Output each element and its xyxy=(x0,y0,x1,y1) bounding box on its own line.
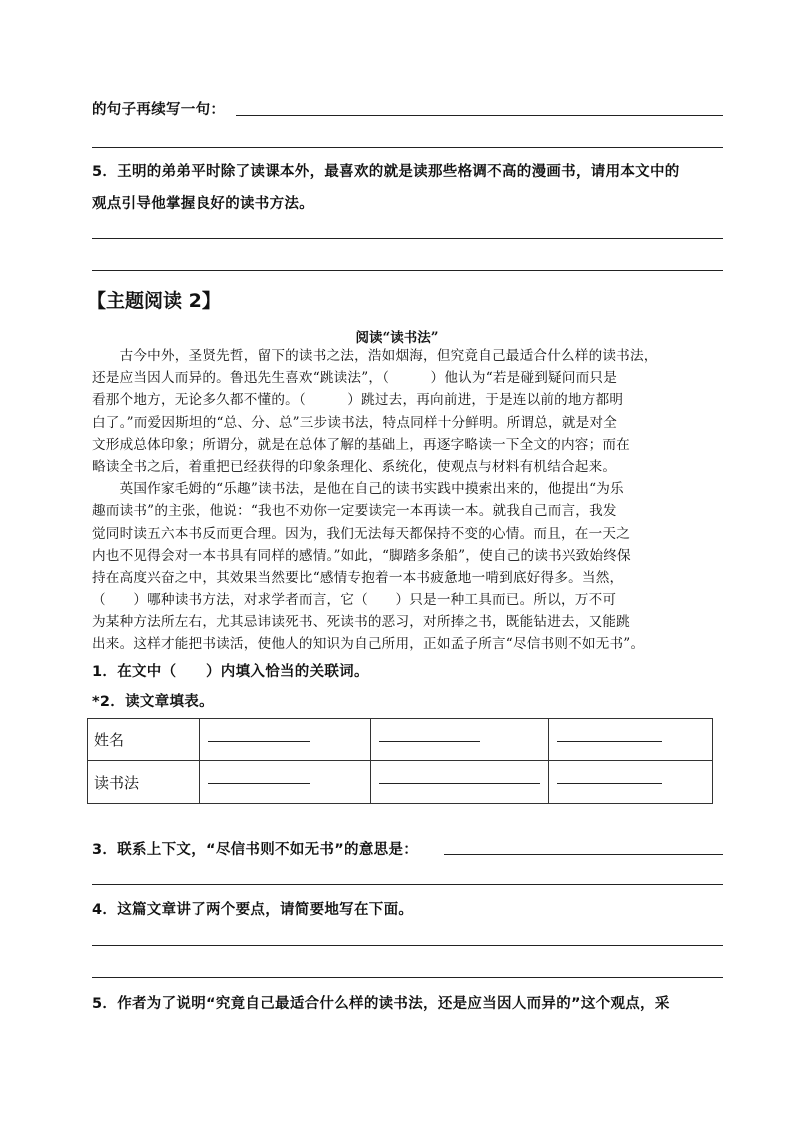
passage-title: 阅读“读书法” xyxy=(355,330,439,346)
passage-line: 出来。这样才能把书读活，使他人的知识为自己所用，正如孟子所言“尽信书则不如无书”。 xyxy=(92,636,645,653)
question-5-top-line1: 5．王明的弟弟平时除了读课本外，最喜欢的就是读那些格调不高的漫画书，请用本文中的 xyxy=(92,164,680,180)
passage-line: 略读全书之后，着重把已经获得的印象条理化、系统化，使观点与材料有机结合起来。 xyxy=(92,458,617,475)
answer-line[interactable] xyxy=(92,147,723,148)
table-label-name: 姓名 xyxy=(88,719,200,761)
table-label-method: 读书法 xyxy=(88,761,200,804)
question-5-top-line2: 观点引导他掌握良好的读书方法。 xyxy=(92,196,314,212)
table-blank-cell[interactable] xyxy=(549,761,713,804)
passage-line: 还是应当因人而异的。鲁迅先生喜欢“跳读法”，（ ）他认为“若是碰到疑问而只是 xyxy=(92,370,618,387)
passage-line: 趣而读书”的主张，他说：“我也不劝你一定要读完一本再读一本。就我自己而言，我发 xyxy=(92,503,617,520)
answer-line[interactable] xyxy=(92,270,723,271)
passage-line: 古今中外，圣贤先哲，留下的读书之法，浩如烟海，但究竟自己最适合什么样的读书法， xyxy=(92,348,658,364)
passage-line: 为某种方法所左右，尤其忌讳读死书、死读书的恶习，对所捧之书，既能钻进去，又能跳 xyxy=(92,614,630,631)
table-row xyxy=(88,719,713,761)
passage-line: 白了。”而爱因斯坦的“总、分、总”三步读书法，特点同样十分鲜明。所谓总，就是对全 xyxy=(92,414,618,431)
passage-line: 觉同时读五六本书反而更合理。因为，我们无法每天都保持不变的心情。而且，在一天之 xyxy=(92,525,630,542)
question-4: 4．这篇文章讲了两个要点，请简要地写在下面。 xyxy=(92,902,414,918)
table-blank-cell[interactable] xyxy=(371,719,549,761)
passage-line: 英国作家毛姆的“乐趣”读书法，是他在自己的读书实践中摸索出来的，他提出“为乐 xyxy=(92,481,624,498)
passage-line: （ ）哪种读书方法，对求学者而言，它（ ）只是一种工具而已。所以，万不可 xyxy=(92,592,617,609)
passage-line: 内也不见得会对一本书具有同样的感情。”如此，“脚踏多条船”，使自己的读书兴致始终保 xyxy=(92,547,631,564)
passage-line: 文形成总体印象；所谓分，就是在总体了解的基础上，再逐字略读一下全文的内容；而在 xyxy=(92,436,630,453)
passage-body xyxy=(92,345,658,656)
answer-line[interactable] xyxy=(92,884,723,885)
answer-line[interactable] xyxy=(444,854,723,855)
answer-line[interactable] xyxy=(236,115,723,116)
answer-line[interactable] xyxy=(92,238,723,239)
passage-line: 看那个地方，无论多久都不懂的。（ ）跳过去，再向前进，于是连以前的地方都明 xyxy=(92,392,624,409)
table-blank-cell[interactable] xyxy=(549,719,713,761)
question-3: 3．联系上下文，“尽信书则不如无书”的意思是： xyxy=(92,842,419,858)
question-1: 1．在文中（ ）内填入恰当的关联词。 xyxy=(92,664,369,680)
table-row xyxy=(88,761,713,804)
table-blank-cell[interactable] xyxy=(371,761,549,804)
answer-line[interactable] xyxy=(92,945,723,946)
table-blank-cell[interactable] xyxy=(200,719,371,761)
answer-line[interactable] xyxy=(92,977,723,978)
question-5: 5．作者为了说明“究竟自己最适合什么样的读书法，还是应当因人而异的”这个观点，采 xyxy=(92,996,670,1012)
table-blank-cell[interactable] xyxy=(200,761,371,804)
passage-line: 持在高度兴奋之中，其效果当然要比“感情专抱着一本书疲惫地一啃到底好得多。当然， xyxy=(92,569,624,586)
fill-in-table xyxy=(87,718,713,804)
section-heading: 【主题阅读 2】 xyxy=(87,290,221,312)
continue-prompt: 的句子再续写一句： xyxy=(92,102,226,118)
question-2: *2．读文章填表。 xyxy=(92,694,214,710)
